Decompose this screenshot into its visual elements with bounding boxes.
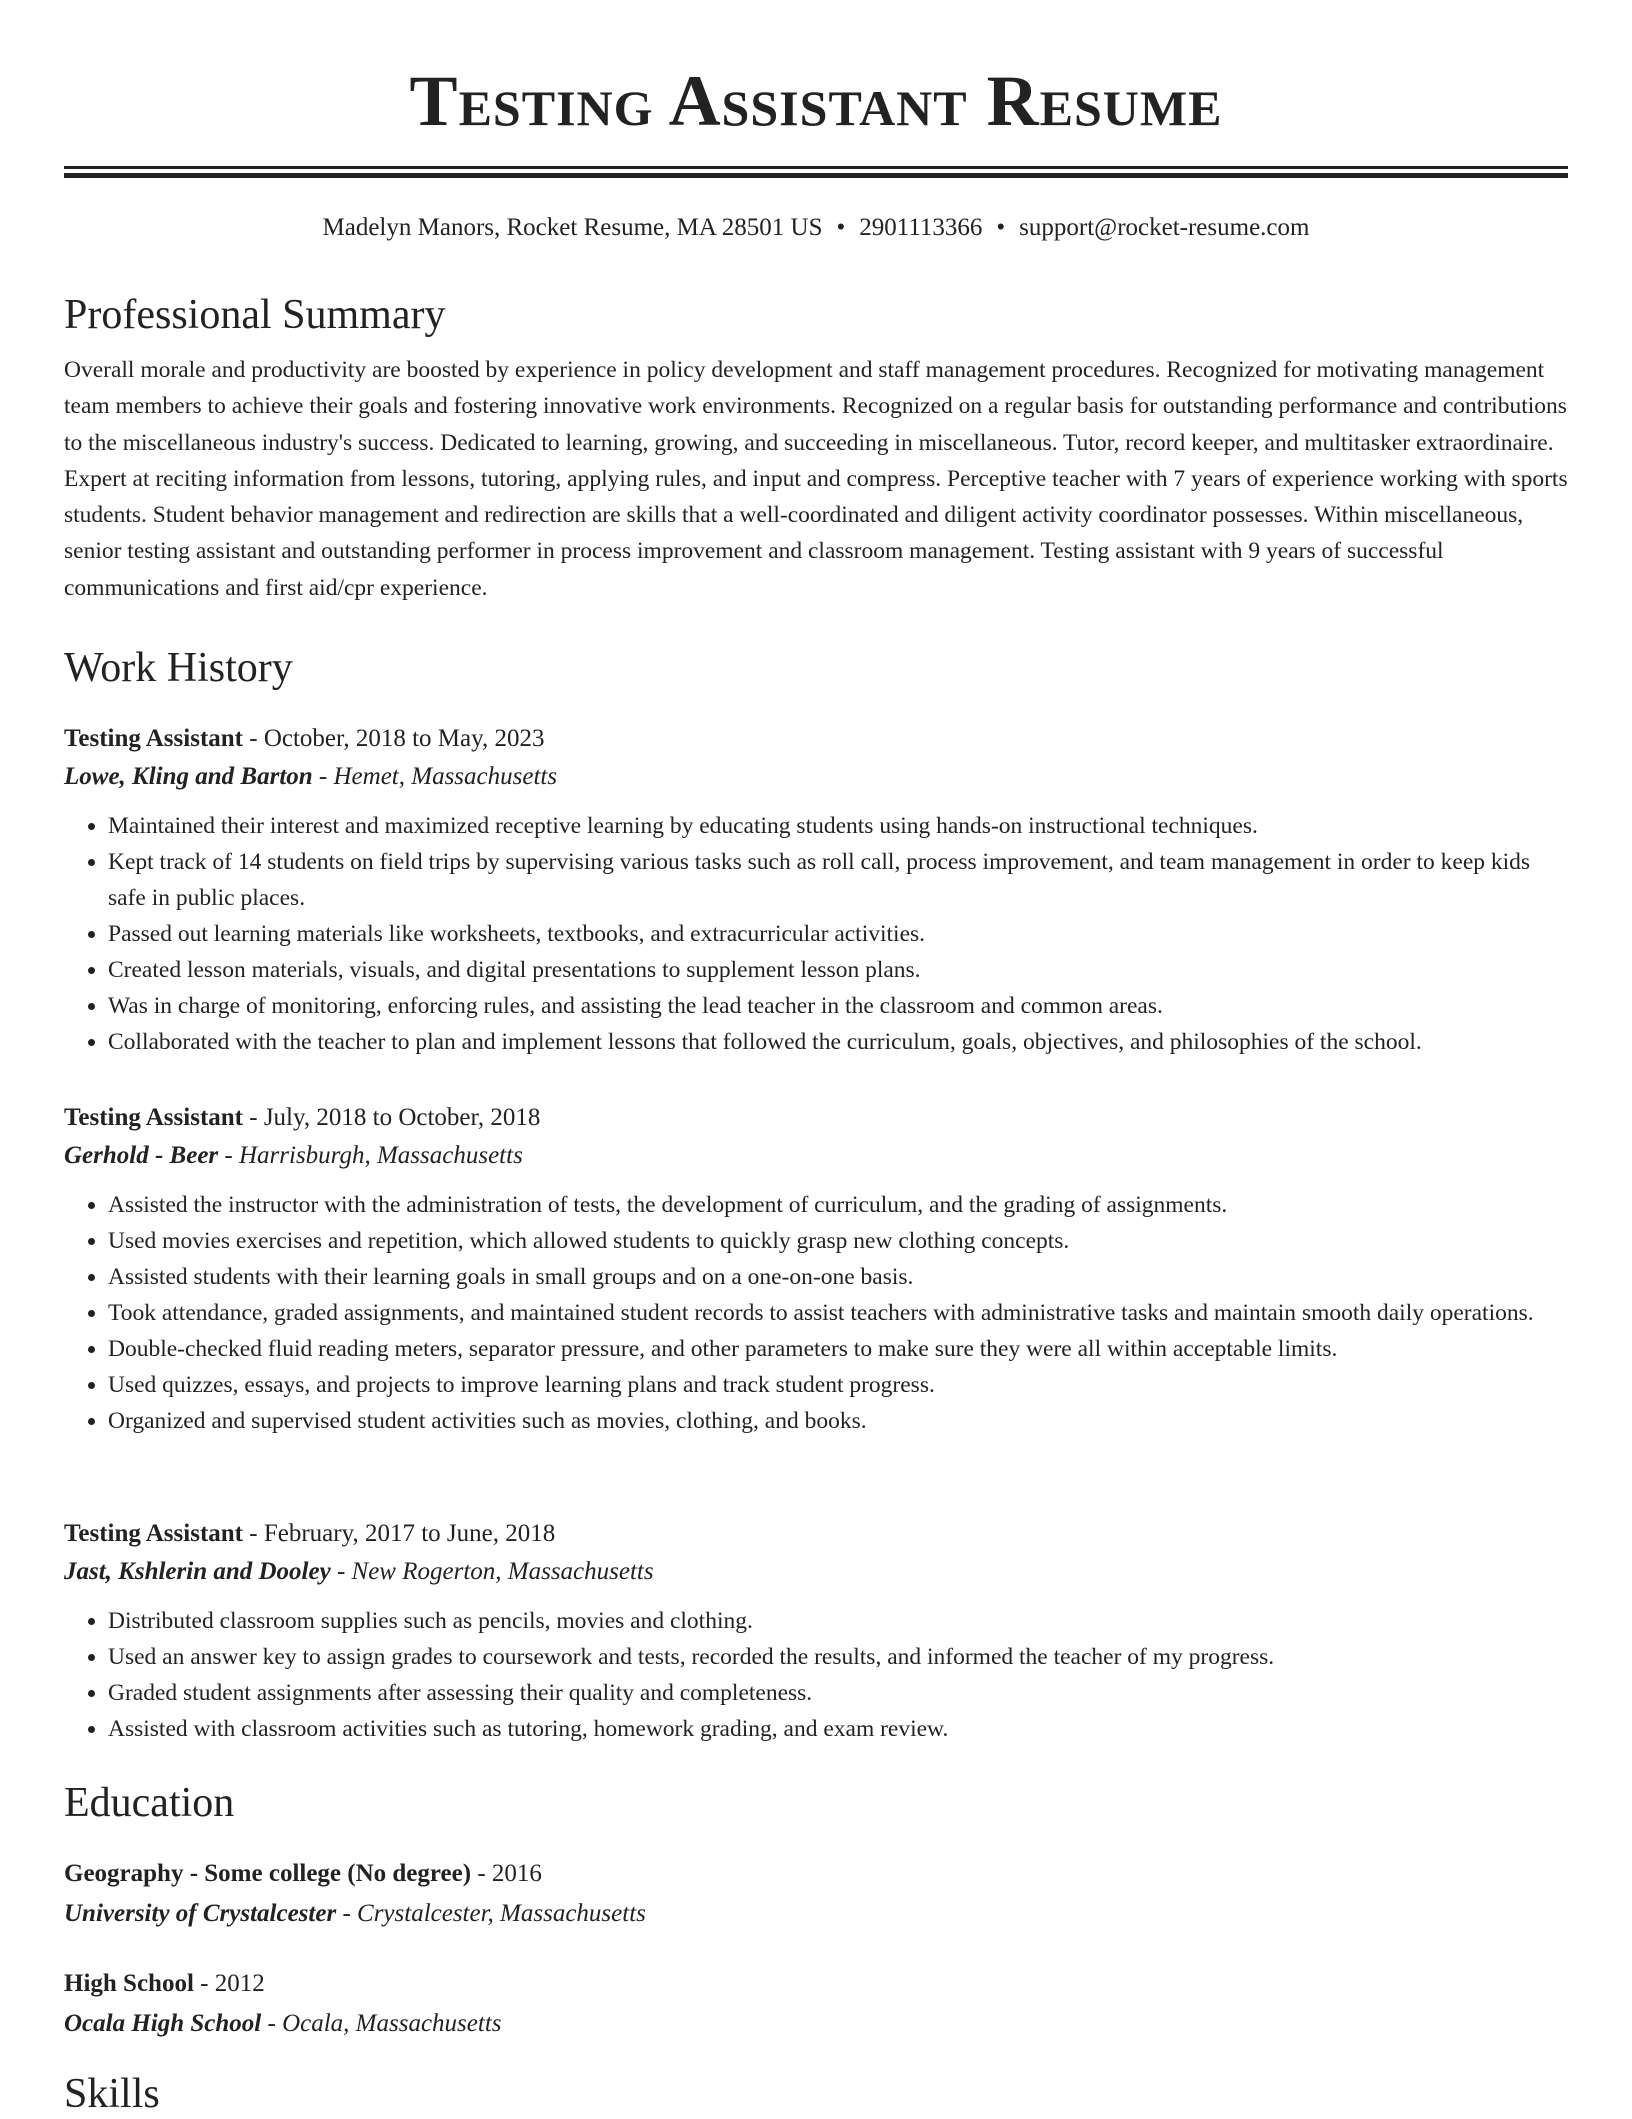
company-location: - Harrisburgh, Massachusetts <box>218 1142 523 1169</box>
company-line <box>64 1137 1568 1175</box>
resume-page <box>64 0 1568 2117</box>
job-bullets <box>64 808 1568 1060</box>
job-entry <box>64 720 1568 1060</box>
job-bullet: • Distributed classroom supplies such as pencils, movies and clothing. <box>108 1603 1568 1639</box>
education-location: - Ocala, Massachusetts <box>261 2010 502 2037</box>
education-degree-line <box>64 1965 1568 2003</box>
job-bullet: • Passed out learning materials like worksheets, textbooks, and extracurricular activities. <box>108 916 1568 952</box>
job-entry <box>64 1515 1568 1747</box>
job-bullet: • Created lesson materials, visuals, and digital presentations to supplement lesson plans. <box>108 952 1568 988</box>
company-line <box>64 758 1568 796</box>
job-bullet: • Used an answer key to assign grades to coursework and tests, recorded the results, and informed the teacher of my progress. <box>108 1639 1568 1675</box>
title-divider-bottom <box>64 173 1568 178</box>
education-location: - Crystalcester, Massachusetts <box>336 1900 646 1927</box>
job-bullet: • Used quizzes, essays, and projects to improve learning plans and track student progress. <box>108 1367 1568 1403</box>
education-school-line <box>64 1895 1568 1933</box>
job-bullet: • Assisted the instructor with the administration of tests, the development of curriculum, and the grading of assignments. <box>108 1187 1568 1223</box>
job-dates: - October, 2018 to May, 2023 <box>243 725 545 752</box>
job-bullets <box>64 1603 1568 1747</box>
job-bullet: • Graded student assignments after assessing their quality and completeness. <box>108 1675 1568 1711</box>
job-title: Testing Assistant <box>64 725 243 752</box>
contact-separator: • <box>836 214 846 241</box>
job-bullet: • Took attendance, graded assignments, and maintained student records to assist teachers with administrative tasks and maintain smooth daily operations. <box>108 1295 1568 1331</box>
summary-heading: Professional Summary <box>64 292 446 338</box>
company-name: Gerhold - Beer <box>64 1142 219 1169</box>
job-bullet: • Assisted students with their learning goals in small groups and on a one-on-one basis. <box>108 1259 1568 1295</box>
job-bullet: • Used movies exercises and repetition, which allowed students to quickly grasp new clothing concepts. <box>108 1223 1568 1259</box>
job-title-line <box>64 720 1568 758</box>
page-title: Testing Assistant Resume <box>409 61 1223 141</box>
summary-section <box>64 290 1568 606</box>
education-degree-line <box>64 1855 1568 1893</box>
job-bullet: • Double-checked fluid reading meters, separator pressure, and other parameters to make sure they were all within acceptable limits. <box>108 1331 1568 1367</box>
education-heading: Education <box>64 1780 235 1826</box>
summary-text: Overall morale and productivity are boosted by experience in policy development and staff management procedures. Recognized for motivating management team members to achieve their goals and fostering innovative work environments. Recognized on a regular basis for outstanding performance and contributions to the miscellaneous industry's success. Dedicated to learning, growing, and succeeding in miscellaneous. Tutor, record keeper, and multitasker extraordinaire. Expert at reciting information from lessons, tutoring, applying rules, and input and compress. Perceptive teacher with 7 years of experience working with sports students. Student behavior management and redirection are skills that a well-coordinated and diligent activity coordinator possesses. Within miscellaneous, senior testing assistant and outstanding performer in process improvement and classroom management. Testing assistant with 9 years of successful communications and first aid/cpr experience. <box>64 357 1568 601</box>
job-bullet: • Collaborated with the teacher to plan and implement lessons that followed the curriculum, goals, objectives, and philosophies of the school. <box>108 1024 1568 1060</box>
contact-address: Madelyn Manors, Rocket Resume, MA 28501 US <box>322 214 823 241</box>
title-divider-top <box>64 166 1568 169</box>
job-dates: - February, 2017 to June, 2018 <box>243 1520 556 1547</box>
company-location: - Hemet, Massachusetts <box>312 763 558 790</box>
skills-heading: Skills <box>64 2071 160 2117</box>
job-bullet: • Organized and supervised student activities such as movies, clothing, and books. <box>108 1403 1568 1439</box>
education-degree: Geography - Some college (No degree) <box>64 1860 472 1887</box>
job-entry <box>64 1099 1568 1439</box>
education-school-line <box>64 2005 1568 2043</box>
company-location: - New Rogerton, Massachusetts <box>330 1558 654 1585</box>
education-entry <box>64 1965 1568 2043</box>
job-bullet: • Maintained their interest and maximized receptive learning by educating students using hands-on instructional techniques. <box>108 808 1568 844</box>
work-history-heading: Work History <box>64 645 293 691</box>
job-title-line <box>64 1099 1568 1137</box>
company-line <box>64 1553 1568 1591</box>
company-name: Lowe, Kling and Barton <box>64 763 313 790</box>
education-degree: High School <box>64 1970 194 1997</box>
contact-email: support@rocket-resume.com <box>1019 214 1310 241</box>
contact-separator: • <box>996 214 1006 241</box>
job-title: Testing Assistant <box>64 1520 243 1547</box>
education-school: Ocala High School <box>64 2010 262 2037</box>
job-title-line <box>64 1515 1568 1553</box>
job-bullet: • Was in charge of monitoring, enforcing rules, and assisting the lead teacher in the classroom and common areas. <box>108 988 1568 1024</box>
job-bullets <box>64 1187 1568 1439</box>
job-bullet: • Kept track of 14 students on field trips by supervising various tasks such as roll call, process improvement, and team management in order to keep kids safe in public places. <box>108 844 1568 916</box>
company-name: Jast, Kshlerin and Dooley <box>64 1558 331 1585</box>
job-dates: - July, 2018 to October, 2018 <box>243 1104 541 1131</box>
education-school: University of Crystalcester <box>64 1900 337 1927</box>
education-entry <box>64 1855 1568 1933</box>
job-bullet: • Assisted with classroom activities such as tutoring, homework grading, and exam review. <box>108 1711 1568 1747</box>
work-history-heading-wrap <box>64 643 1568 693</box>
education-year: - 2012 <box>193 1970 265 1997</box>
contact-line <box>64 212 1568 244</box>
contact-phone: 2901113366 <box>859 214 983 241</box>
job-title: Testing Assistant <box>64 1104 243 1131</box>
education-heading-wrap <box>64 1778 1568 1828</box>
education-year: - 2016 <box>471 1860 542 1887</box>
